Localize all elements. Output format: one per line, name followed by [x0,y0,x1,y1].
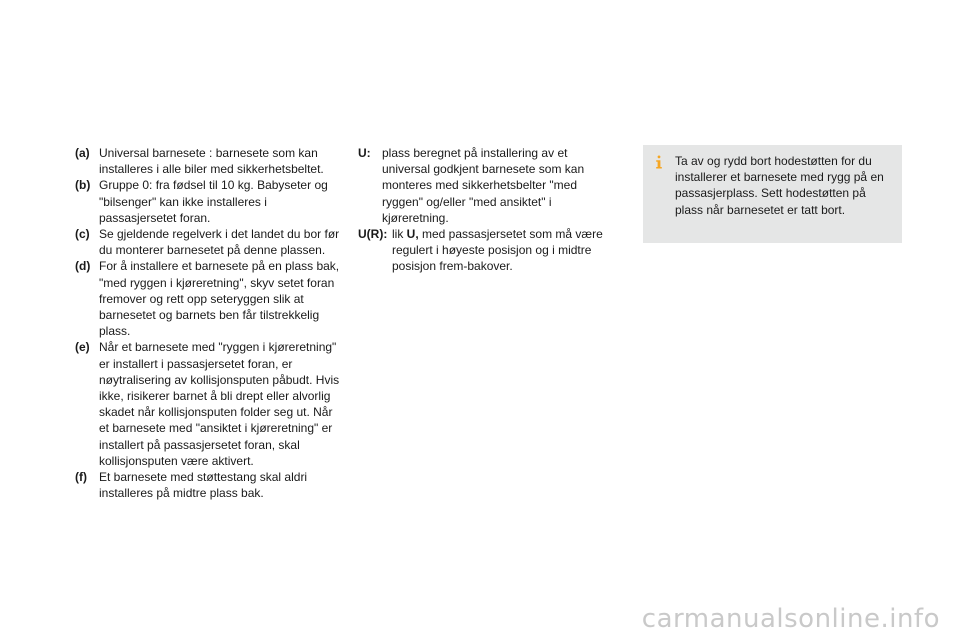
note-item-c [75,226,345,258]
note-item-a [75,145,345,177]
info-icon [652,155,666,169]
definition-ur [358,226,618,275]
note-key: (b) [75,178,91,193]
note-text: Se gjeldende regelverk i det landet du bor før du monterer barnesetet på denne plassen. [99,227,340,258]
note-key: (c) [75,227,90,242]
definition-key: U: [358,146,371,160]
note-key: (e) [75,340,90,355]
info-text: Ta av og rydd bort hodestøtten for du installerer et barnesete med rygg på en passasjerplass. Sett hodestøtten på plass når barnesetet er tatt bort. [675,154,884,217]
note-item-d [75,258,345,339]
notes-list-left [75,145,345,501]
definition-u [358,145,618,226]
note-key: (d) [75,259,91,274]
watermark: carmanualsonline.info [641,604,940,634]
note-item-b [75,177,345,226]
note-text: Et barnesete med støttestang skal aldri installeres på midtre plass bak. [99,470,308,501]
info-box [643,145,902,243]
note-text: Gruppe 0: fra fødsel til 10 kg. Babyseter og "bilsenger" kan ikke installeres i passasjersetet foran. [99,178,328,225]
note-item-e [75,339,345,469]
note-text: Når et barnesete med "ryggen i kjøreretning" er installert i passasjersetet foran, er nøytralisering av kollisjonsputen påbudt. Hvis ikke, risikerer barnet å bli drept eller alvorlig skadet når kollisjonsputen folder seg ut. Når et barnesete med "ansiktet i kjøreretning" er installert på passasjersetet foran, skal kollisjonsputen være aktivert. [99,340,340,468]
definition-text-before: lik [392,227,407,242]
note-key: (f) [75,470,87,485]
definition-text-bold: U, [406,227,419,242]
definition-text [392,226,618,275]
definition-text: plass beregnet på installering av et universal godkjent barnesete som kan monteres med sikkerhetsbelter "med ryggen" og/eller "med ansiktet" i kjøreretning. [382,146,585,225]
definition-text-after: med passasjersetet som må være regulert i høyeste posisjon og i midtre posisjon frem-bakover. [392,227,603,274]
note-text: For å installere et barnesete på en plass bak, "med ryggen i kjøreretning", skyv setet foran fremover og rett opp seteryggen slik at barnesetet og barnets ben får tilstrekkelig plass. [99,259,340,339]
definitions-list [358,145,618,275]
note-key: (a) [75,146,90,160]
definition-key: U(R): [358,227,388,242]
note-item-f [75,469,345,501]
note-text: Universal barnesete : barnesete som kan installeres i alle biler med sikkerhetsbeltet. [99,146,324,177]
